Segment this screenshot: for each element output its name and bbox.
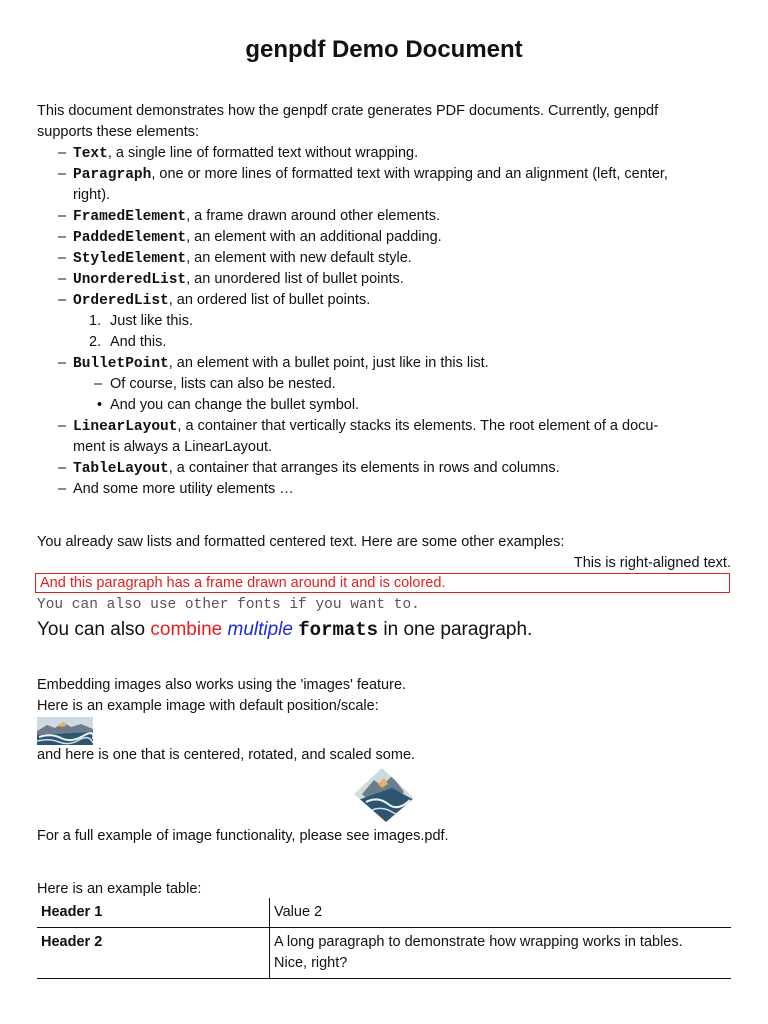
- code-text: Text: [73, 146, 108, 162]
- combined-formats-paragraph: [37, 618, 532, 642]
- code-padded-element: PaddedElement: [73, 230, 187, 246]
- list-item-desc: , an ordered list of bullet points.: [168, 292, 371, 308]
- list-item-linear: [73, 416, 658, 437]
- list-item-desc-cont: ment is always a LinearLayout.: [73, 439, 273, 455]
- combine-mono-word: formats: [298, 619, 379, 641]
- landscape-image: [37, 717, 93, 745]
- list-dash: –: [58, 208, 67, 224]
- intro-line-1: This document demonstrates how the genpdf crate generates PDF documents. Currently, genpdf: [37, 103, 659, 119]
- list-item-more: And some more utility elements …: [73, 481, 294, 497]
- table-intro: Here is an example table:: [37, 881, 202, 897]
- images-line-4: For a full example of image functionality, please see images.pdf.: [37, 828, 449, 844]
- table-value-cell: Value 2: [270, 898, 732, 928]
- table-header-cell: Header 2: [37, 928, 270, 979]
- list-item-desc: , an element with new default style.: [186, 250, 412, 266]
- list-item-framed: [73, 206, 440, 227]
- table-row: [37, 898, 731, 928]
- list-item-bullet: [73, 353, 489, 374]
- ordered-sub-item: And this.: [110, 334, 167, 350]
- images-line-1: Embedding images also works using the 'images' feature.: [37, 677, 407, 693]
- table-row: [37, 928, 731, 979]
- list-dash: –: [58, 250, 67, 266]
- list-item-desc: , a container that arranges its elements in rows and columns.: [168, 460, 560, 476]
- list-dash: –: [58, 145, 67, 161]
- list-item-desc: , an element with a bullet point, just like in this list.: [168, 355, 489, 371]
- table-header-cell: Header 1: [37, 898, 270, 928]
- table-value-cell: [270, 928, 732, 979]
- document-title: genpdf Demo Document: [245, 36, 523, 63]
- examples-intro: You already saw lists and formatted centered text. Here are some other examples:: [37, 534, 565, 550]
- list-item-styled: [73, 248, 412, 269]
- images-line-3: and here is one that is centered, rotated, and scaled some.: [37, 747, 416, 763]
- combine-red-word: combine: [150, 619, 223, 640]
- combine-part: You can also: [37, 619, 151, 640]
- list-item-desc: , an unordered list of bullet points.: [186, 271, 404, 287]
- ordered-number: 1.: [89, 313, 102, 329]
- ordered-sub-item: Just like this.: [110, 313, 193, 329]
- example-table: [37, 898, 731, 979]
- list-item-desc: , an element with an additional padding.: [186, 229, 442, 245]
- ordered-number: 2.: [89, 334, 102, 350]
- list-item-desc: , one or more lines of formatted text with wrapping and an alignment (left, center,: [151, 166, 668, 182]
- framed-colored-paragraph: And this paragraph has a frame drawn around it and is colored.: [40, 575, 446, 591]
- list-item-desc: , a single line of formatted text without wrapping.: [107, 145, 419, 161]
- code-ordered-list: OrderedList: [73, 293, 169, 309]
- list-item-desc: , a frame drawn around other elements.: [186, 208, 441, 224]
- right-aligned-text: This is right-aligned text.: [573, 555, 731, 571]
- images-line-2: Here is an example image with default position/scale:: [37, 698, 379, 714]
- list-item-text: [73, 143, 418, 164]
- code-table-layout: TableLayout: [73, 461, 169, 477]
- list-item-table: [73, 458, 560, 479]
- list-dash: –: [58, 460, 67, 476]
- list-item-desc-cont: right).: [73, 187, 111, 203]
- intro-line-2: supports these elements:: [37, 124, 200, 140]
- nested-sub-item: Of course, lists can also be nested.: [110, 376, 336, 392]
- combine-italic-word: multiple: [227, 619, 293, 640]
- table-value-line: Nice, right?: [274, 955, 348, 971]
- table-value-line: A long paragraph to demonstrate how wrapping works in tables.: [274, 934, 683, 950]
- code-unordered-list: UnorderedList: [73, 272, 187, 288]
- list-item-paragraph: [73, 164, 668, 185]
- list-dash: –: [58, 166, 67, 182]
- rotated-landscape-image: [352, 766, 416, 824]
- code-styled-element: StyledElement: [73, 251, 187, 267]
- code-bullet-point: BulletPoint: [73, 356, 169, 372]
- list-dash: –: [58, 481, 67, 497]
- list-dash: –: [58, 271, 67, 287]
- nested-sub-item: And you can change the bullet symbol.: [110, 397, 360, 413]
- code-framed-element: FramedElement: [73, 209, 187, 225]
- list-dash: –: [58, 292, 67, 308]
- list-item-padded: [73, 227, 442, 248]
- courier-font-text: You can also use other fonts if you want to.: [37, 597, 420, 613]
- list-dash: –: [58, 229, 67, 245]
- list-item-desc: , a container that vertically stacks its elements. The root element of a docu-: [177, 418, 659, 434]
- code-paragraph: Paragraph: [73, 167, 152, 183]
- list-dash: –: [58, 355, 67, 371]
- list-item-unordered: [73, 269, 404, 290]
- list-item-ordered: [73, 290, 370, 311]
- bullet-symbol: •: [97, 397, 103, 413]
- combine-part: in one paragraph.: [378, 619, 533, 640]
- nested-dash: –: [94, 376, 103, 392]
- code-linear-layout: LinearLayout: [73, 419, 178, 435]
- list-dash: –: [58, 418, 67, 434]
